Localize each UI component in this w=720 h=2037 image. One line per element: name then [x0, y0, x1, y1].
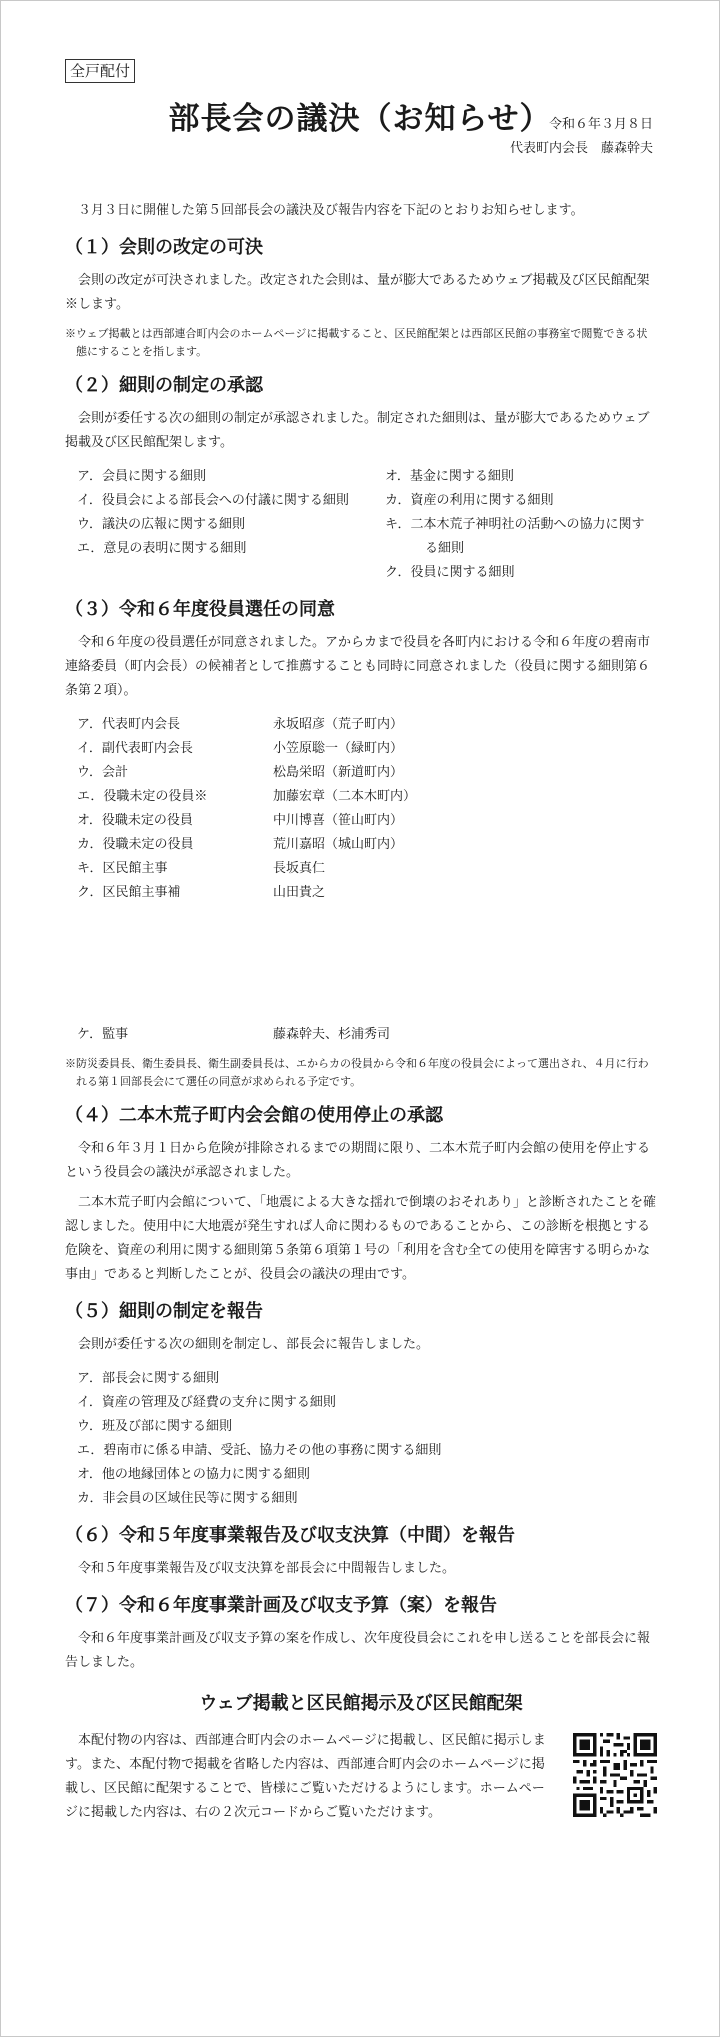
officer-name: 荒川嘉昭（城山町内）: [273, 837, 404, 852]
officer-role: エ．役職未定の役員※: [77, 789, 208, 804]
auditor-row: [65, 1023, 657, 1047]
list-item: エ．碧南市に係る申請、受託、協力その他の事務に関する細則: [77, 1443, 442, 1458]
section-1-note: ※ウェブ掲載とは西部連合町内会のホームページに掲載すること、区民館配架とは西部区民館の事務室で閲覧できる状態にすることを指します。: [65, 327, 648, 358]
officer-list: [65, 713, 657, 1047]
list-item: オ．基金に関する細則: [385, 469, 514, 484]
section-7-heading: （７）令和６年度事業計画及び収支予算（案）を報告: [65, 1595, 497, 1616]
web-section-heading: ウェブ掲載と区民館掲示及び区民館配架: [199, 1693, 523, 1714]
list-item: ア．部長会に関する細則: [77, 1371, 219, 1386]
web-section-body: 本配付物の内容は、西部連合町内会のホームページに掲載し、区民館に掲示します。また、本配付物で掲載を省略した内容は、西部連合町内会のホームページに掲載し、区民館に配架することで、皆様にご覧いただけるようにします。ホームページに掲載した内容は、右の２次元コードからご覧いただけます。: [65, 1733, 546, 1820]
section-5-list: [65, 1367, 657, 1511]
section-4-heading: （４）二本木荒子町内会会館の使用停止の承認: [65, 1105, 443, 1126]
section-7-body: 令和６年度事業計画及び収支予算の案を作成し、次年度役員会にこれを申し送ることを部長会に報告しました。: [65, 1631, 651, 1670]
officer-name: 山田貴之: [273, 885, 326, 900]
section-5-body: 会則が委任する次の細則を制定し、部長会に報告しました。: [78, 1337, 430, 1352]
officer-row: [65, 833, 657, 857]
main-content: [65, 199, 657, 1825]
list-item: エ．意見の表明に関する細則: [77, 541, 247, 556]
section-2-body: 会則が委任する次の細則の制定が承認されました。制定された細則は、量が膨大であるためウェブ掲載及び区民館配架します。: [65, 411, 650, 450]
qr-code-icon[interactable]: [573, 1733, 657, 1817]
list-item: ウ．班及び部に関する細則: [77, 1419, 232, 1434]
list-item: イ．資産の管理及び経費の支弁に関する細則: [77, 1395, 336, 1410]
officer-name: 加藤宏章（二本木町内）: [273, 789, 417, 804]
section-4-body-2: 二本木荒子町内会館について、「地震による大きな揺れで倒壊のおそれあり」と診断されたことを確認しました。使用中に大地震が発生すれば人命に関わるものであることから、この診断を根拠とする危険を、資産の利用に関する細則第５条第６項第１号の「利用を含む全ての使用を障害する明らかな事由」であると判断したことが、役員会の議決の理由です。: [65, 1195, 656, 1282]
section-2-list-left: [65, 465, 385, 585]
issue-date: 令和６年３月８日: [548, 117, 653, 132]
officer-row: [65, 809, 657, 833]
officer-row: [65, 761, 657, 785]
section-5-heading: （５）細則の制定を報告: [65, 1301, 263, 1322]
officer-row: [65, 785, 657, 809]
officer-name: 永坂昭彦（荒子町内）: [273, 717, 404, 732]
officer-row: [65, 857, 657, 881]
section-1-heading: （１）会則の改定の可決: [65, 237, 263, 258]
list-item: カ．非会員の区域住民等に関する細則: [77, 1491, 298, 1506]
issuer: 代表町内会長 藤森幹夫: [509, 141, 653, 156]
list-item: ク．役員に関する細則: [385, 565, 515, 580]
officer-role: ア．代表町内会長: [77, 717, 180, 732]
officer-row: [65, 737, 657, 761]
list-item: ウ．議決の広報に関する細則: [77, 517, 245, 532]
section-3-body: 令和６年度の役員選任が同意されました。アからカまで役員を各町内における令和６年度の碧南市連絡委員（町内会長）の候補者として推薦することも同時に同意されました（役員に関する細則第６条第２項）。: [65, 635, 651, 698]
officer-role: イ．副代表町内会長: [77, 741, 193, 756]
officer-role: ケ．監事: [77, 1027, 129, 1042]
section-1-body: 会則の改定が可決されました。改定された会則は、量が膨大であるためウェブ掲載及び区民館配架※します。: [65, 273, 650, 312]
web-section: [65, 1729, 657, 1825]
section-3-note: ※防災委員長、衛生委員長、衛生副委員長は、エからカの役員から令和６年度の役員会によって選出され、４月に行われる第１回部長会にて選任の同意が求められる予定です。: [65, 1057, 649, 1088]
list-item: キ．二本木荒子神明社の活動への協力に関する細則: [385, 517, 645, 556]
officer-role: ウ．会計: [77, 765, 128, 780]
section-2-list-right: [385, 465, 657, 585]
officer-name: 小笠原聡一（緑町内）: [273, 741, 404, 756]
section-2-list: [65, 465, 657, 585]
section-3-heading: （３）令和６年度役員選任の同意: [65, 599, 335, 620]
section-2-heading: （２）細則の制定の承認: [65, 375, 263, 396]
list-item: カ．資産の利用に関する細則: [385, 493, 554, 508]
list-item: イ．役員会による部長会への付議に関する細則: [77, 493, 349, 508]
officer-name: 長坂真仁: [273, 861, 326, 876]
blank-space: [65, 905, 657, 1023]
officer-role: オ．役職未定の役員: [77, 813, 193, 828]
intro-text: ３月３日に開催した第５回部長会の議決及び報告内容を下記のとおりお知らせします。: [78, 203, 584, 218]
list-item: ア．会員に関する細則: [77, 469, 206, 484]
officer-role: キ．区民館主事: [77, 861, 168, 876]
section-6-heading: （６）令和５年度事業報告及び収支決算（中間）を報告: [65, 1525, 515, 1546]
officer-name: 松島栄昭（新道町内）: [273, 765, 404, 780]
section-6-body: 令和５年度事業報告及び収支決算を部長会に中間報告しました。: [78, 1561, 456, 1576]
section-4-body-1: 令和６年３月１日から危険が排除されるまでの期間に限り、二本木荒子町内会館の使用を停止するという役員会の議決が承認されました。: [65, 1141, 651, 1180]
officer-name: 中川博喜（笹山町内）: [273, 813, 404, 828]
officer-row: [65, 713, 657, 737]
officer-name: 藤森幹夫、杉浦秀司: [273, 1027, 391, 1042]
officer-role: ク．区民館主事補: [77, 885, 181, 900]
page-title: 部長会の議決（お知らせ）: [168, 101, 552, 137]
officer-role: カ．役職未定の役員: [77, 837, 194, 852]
list-item: オ．他の地縁団体との協力に関する細則: [77, 1467, 310, 1482]
officer-row: [65, 881, 657, 905]
distribution-badge: 全戸配付: [65, 59, 135, 83]
